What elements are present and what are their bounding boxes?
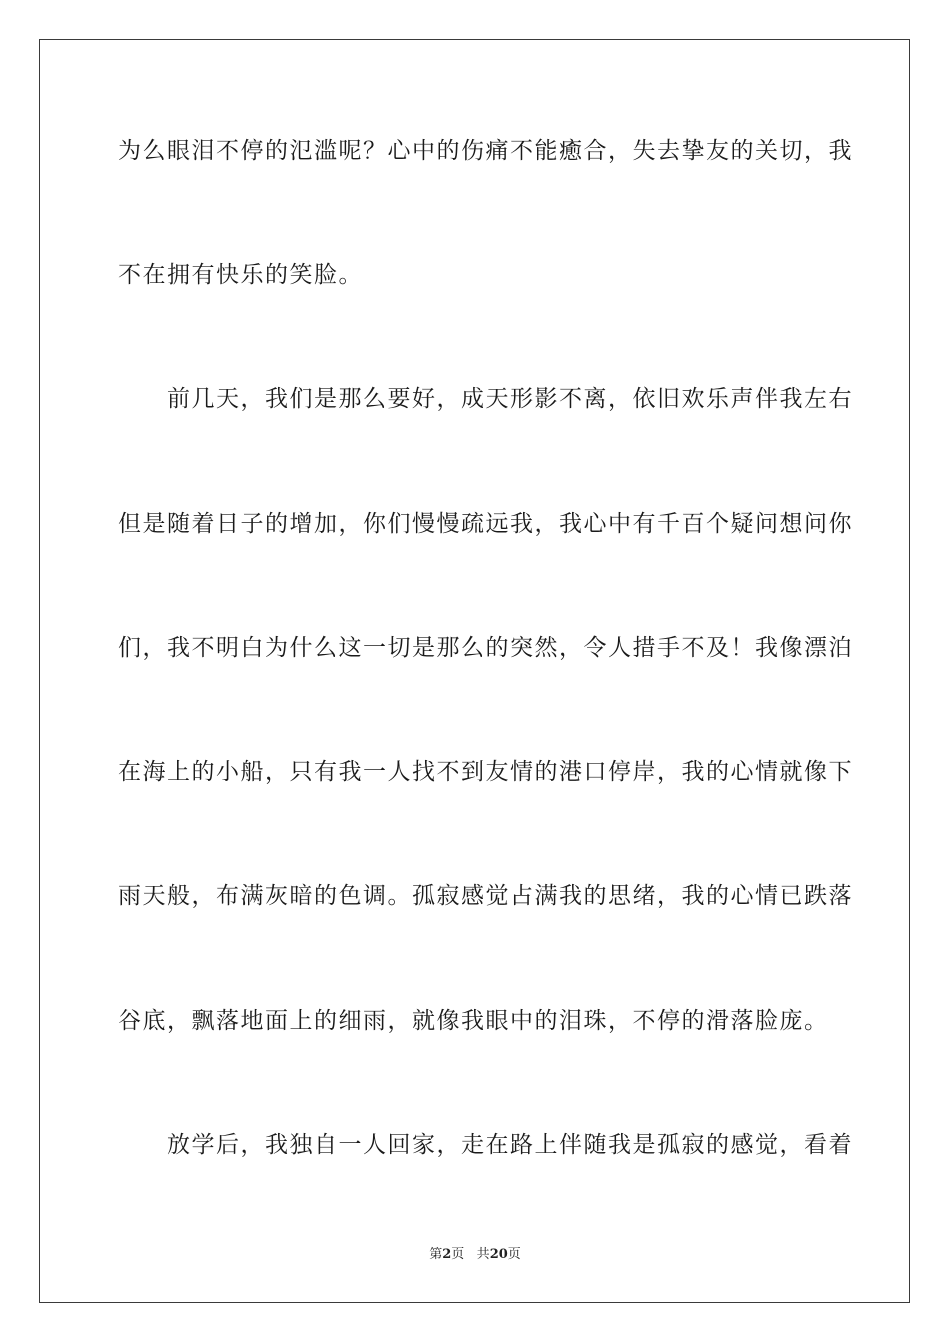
page-prefix: 第 [429,1247,443,1262]
text-line: 前几天，我们是那么要好，成天形影不离，依旧欢乐声伴我左右 [118,386,853,412]
text-line: 在海上的小船，只有我一人找不到友情的港口停岸，我的心情就像下 [118,759,853,785]
page-border [39,39,910,1303]
text-line: 不在拥有快乐的笑脸。 [118,262,363,288]
total-suffix: 页 [507,1247,521,1262]
text-line: 雨天般，布满灰暗的色调。孤寂感觉占满我的思绪，我的心情已跌落 [118,883,853,909]
text-line: 谷底，飘落地面上的细雨，就像我眼中的泪珠，不停的滑落脸庞。 [118,1008,829,1034]
text-line: 们，我不明白为什么这一切是那么的突然，令人措手不及！我像漂泊 [118,635,853,661]
page-suffix: 页 [451,1247,465,1262]
text-line: 为么眼泪不停的氾滥呢？心中的伤痛不能癒合，失去挚友的关切，我 [118,138,853,164]
text-line: 但是随着日子的增加，你们慢慢疏远我，我心中有千百个疑问想问你 [118,511,853,537]
total-prefix: 共 [476,1247,490,1262]
total-pages: 20 [489,1247,508,1262]
page-footer [0,1246,950,1264]
page-number: 2 [442,1247,452,1262]
text-line: 放学后，我独自一人回家，走在路上伴随我是孤寂的感觉，看着 [118,1132,853,1158]
